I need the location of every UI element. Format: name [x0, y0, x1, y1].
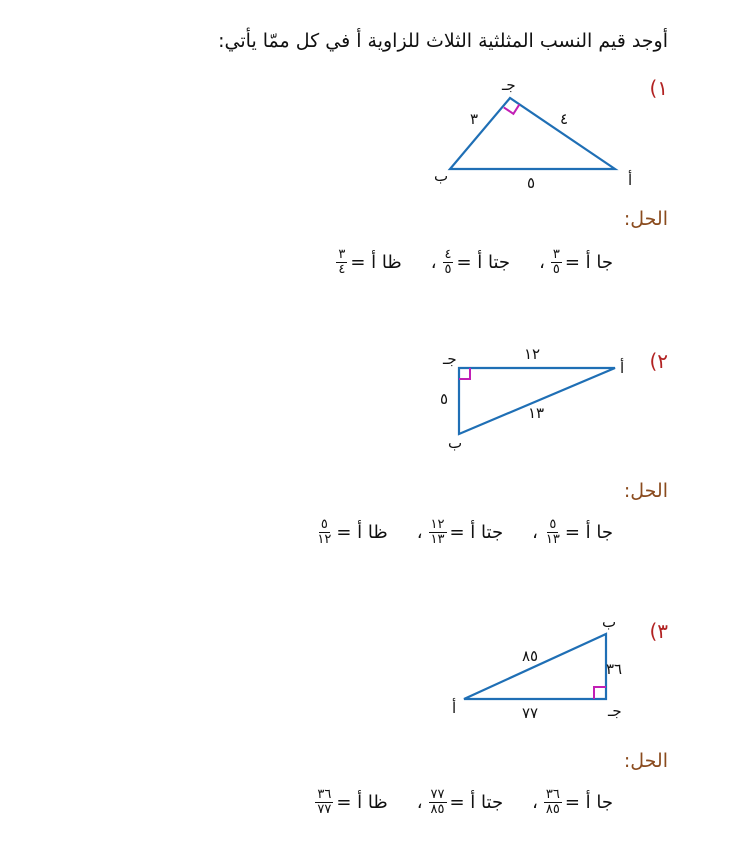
- right-angle-marker-2: [459, 368, 470, 379]
- side-label-bc-3: ٣٦: [606, 660, 623, 678]
- right-angle-marker-3: [594, 687, 606, 699]
- vertex-c-2: جـ: [443, 350, 457, 368]
- answer-tan-1: ظا أ = $\frac{٣}{٤}$: [338, 247, 402, 277]
- answer-tan-3: ظا أ = $\frac{٣٦}{٧٧}$: [317, 787, 388, 817]
- vertex-b-2: ب: [448, 434, 463, 452]
- answer-sin-3: جا أ = $\frac{٣٦}{٨٥}$ ،: [532, 787, 613, 817]
- solution-label-1: الحل:: [623, 208, 668, 230]
- answer-cos-3: جتا أ = $\frac{٧٧}{٨٥}$ ،: [416, 787, 504, 817]
- side-label-ca-1: ٤: [560, 110, 569, 128]
- right-angle-marker-1: [504, 104, 520, 113]
- answer-sin-2: جا أ = $\frac{٥}{١٣}$ ،: [532, 517, 613, 547]
- side-label-ab-3: ٨٥: [522, 647, 539, 665]
- answer-sin-1: جا أ = $\frac{٣}{٥}$ ،: [539, 247, 613, 277]
- side-label-ab-1: ٥: [527, 174, 536, 192]
- triangle-diagram-3: [440, 612, 650, 722]
- problem-number-1: ١): [649, 76, 668, 100]
- solution-label-3: الحل:: [623, 750, 668, 772]
- triangle-1: [450, 98, 615, 169]
- answers-3: [312, 788, 613, 817]
- triangle-3: [464, 634, 606, 699]
- answer-tan-2: ظا أ = $\frac{٥}{١٢}$: [317, 517, 388, 547]
- vertex-b-1: ب: [434, 167, 449, 185]
- side-label-ca-2: ١٢: [524, 345, 541, 363]
- side-label-cb-2: ٥: [440, 390, 449, 408]
- exercise-title: أوجد قيم النسب المثلثية الثلاث للزاوية أ في كل ممّا يأتي:: [218, 30, 668, 52]
- answer-cos-2: جتا أ = $\frac{١٢}{١٣}$ ،: [416, 517, 504, 547]
- vertex-c-1: جـ: [502, 76, 516, 94]
- problem-number-2: ٢): [649, 349, 668, 373]
- answers-2: [312, 518, 613, 547]
- triangle-diagram-1: [420, 72, 650, 197]
- vertex-b-3: ب: [602, 613, 617, 631]
- vertex-c-3: جـ: [608, 702, 622, 720]
- side-label-ab-2: ١٣: [528, 404, 545, 422]
- triangle-diagram-2: [430, 340, 650, 455]
- side-label-ac-3: ٧٧: [522, 704, 539, 722]
- triangle-2: [459, 368, 615, 434]
- vertex-a-1: أ: [628, 171, 633, 189]
- answer-cos-1: جتا أ = $\frac{٤}{٥}$ ،: [430, 247, 511, 277]
- solution-label-2: الحل:: [623, 480, 668, 502]
- problem-number-3: ٣): [649, 619, 668, 643]
- vertex-a-2: أ: [620, 359, 625, 377]
- answers-1: [333, 248, 613, 277]
- side-label-cb-1: ٣: [470, 110, 479, 128]
- vertex-a-3: أ: [452, 699, 457, 717]
